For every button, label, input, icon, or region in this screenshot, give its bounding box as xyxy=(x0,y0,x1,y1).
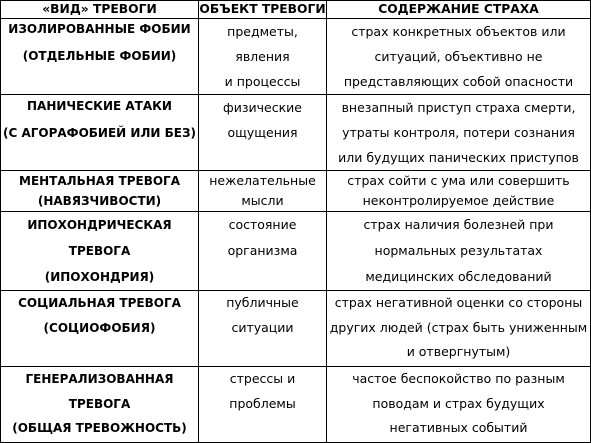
cell-kind xyxy=(1,291,199,367)
cell-object xyxy=(199,95,327,171)
cell-text: (ОТДЕЛЬНЫЕ ФОБИИ) xyxy=(22,49,177,63)
table-row xyxy=(1,212,591,291)
cell-text: явления xyxy=(235,49,290,64)
cell-text: физические xyxy=(223,100,302,115)
cell-text: публичные xyxy=(226,295,299,310)
cell-object xyxy=(199,171,327,212)
cell-text: (ИПОХОНДРИЯ) xyxy=(44,270,155,284)
cell-object xyxy=(199,19,327,95)
cell-text: представляющих собой опасности xyxy=(343,74,574,89)
cell-text: МЕНТАЛЬНАЯ ТРЕВОГА xyxy=(19,174,180,188)
table-header-row xyxy=(1,1,591,19)
cell-text: (ОБЩАЯ ТРЕВОЖНОСТЬ) xyxy=(12,421,187,435)
table-row xyxy=(1,95,591,171)
cell-text: внезапный приступ страха смерти, xyxy=(341,100,576,115)
cell-text: стрессы и xyxy=(229,371,296,386)
cell-fear xyxy=(327,19,591,95)
cell-text: ГЕНЕРАЛИЗОВАННАЯ xyxy=(25,372,174,386)
cell-text: нежелательные xyxy=(209,173,316,188)
cell-text: ТРЕВОГА xyxy=(68,244,131,258)
cell-text: ситуации xyxy=(231,319,294,335)
cell-text: (НАВЯЗЧИВОСТИ) xyxy=(37,194,162,208)
cell-text: поводам и страх будущих xyxy=(372,395,545,411)
cell-kind xyxy=(1,367,199,443)
cell-text: утраты контроля, потери сознания xyxy=(342,125,575,140)
cell-text: ощущения xyxy=(227,125,298,140)
cell-text: (С АГОРАФОБИЕЙ ИЛИ БЕЗ) xyxy=(3,126,196,140)
cell-text: неконтролируемое действие xyxy=(362,193,555,208)
cell-text: СОЦИАЛЬНАЯ ТРЕВОГА xyxy=(18,296,181,310)
cell-fear xyxy=(327,212,591,291)
cell-fear xyxy=(327,367,591,443)
table-row xyxy=(1,367,591,443)
cell-text: ТРЕВОГА xyxy=(68,396,131,411)
cell-text: ИЗОЛИРОВАННЫЕ ФОБИИ xyxy=(8,22,191,36)
cell-text: ситуаций, объективно не xyxy=(374,49,543,64)
cell-text: мысли xyxy=(241,193,284,208)
cell-text: страх конкретных объектов или xyxy=(351,24,566,39)
cell-text: страх негативной оценки со стороны xyxy=(334,295,583,310)
cell-object xyxy=(199,367,327,443)
table-row xyxy=(1,171,591,212)
cell-text: и отвергнутым) xyxy=(406,344,511,359)
cell-text: (СОЦИОФОБИЯ) xyxy=(43,320,156,335)
cell-text: состояние xyxy=(228,217,297,232)
cell-object xyxy=(199,212,327,291)
cell-text: и процессы xyxy=(224,74,301,89)
cell-text: страх наличия болезней при xyxy=(363,217,554,232)
cell-text: нормальных результатах xyxy=(374,243,543,258)
cell-text: или будущих панических приступов xyxy=(338,150,579,165)
cell-fear xyxy=(327,291,591,367)
header-object: ОБЪЕКТ ТРЕВОГИ xyxy=(199,1,327,19)
cell-text: медицинских обследований xyxy=(365,269,552,284)
cell-kind xyxy=(1,95,199,171)
cell-kind xyxy=(1,212,199,291)
cell-object xyxy=(199,291,327,367)
cell-text: предметы, xyxy=(227,24,298,39)
cell-text: организма xyxy=(227,243,298,258)
cell-text: ИПОХОНДРИЧЕСКАЯ xyxy=(27,218,172,232)
cell-text: проблемы xyxy=(229,395,296,411)
table-row xyxy=(1,19,591,95)
header-fear-content: СОДЕРЖАНИЕ СТРАХА xyxy=(327,1,591,19)
cell-kind xyxy=(1,171,199,212)
header-kind: «ВИД» ТРЕВОГИ xyxy=(1,1,199,19)
cell-text: других людей (страх быть униженным xyxy=(329,319,588,335)
cell-fear xyxy=(327,95,591,171)
cell-kind xyxy=(1,19,199,95)
cell-fear xyxy=(327,171,591,212)
table-row xyxy=(1,291,591,367)
cell-text: ПАНИЧЕСКИЕ АТАКИ xyxy=(27,99,172,113)
cell-text: страх сойти с ума или совершить xyxy=(347,173,570,188)
cell-text: негативных событий xyxy=(389,420,528,435)
cell-text: частое беспокойство по разным xyxy=(352,371,565,386)
